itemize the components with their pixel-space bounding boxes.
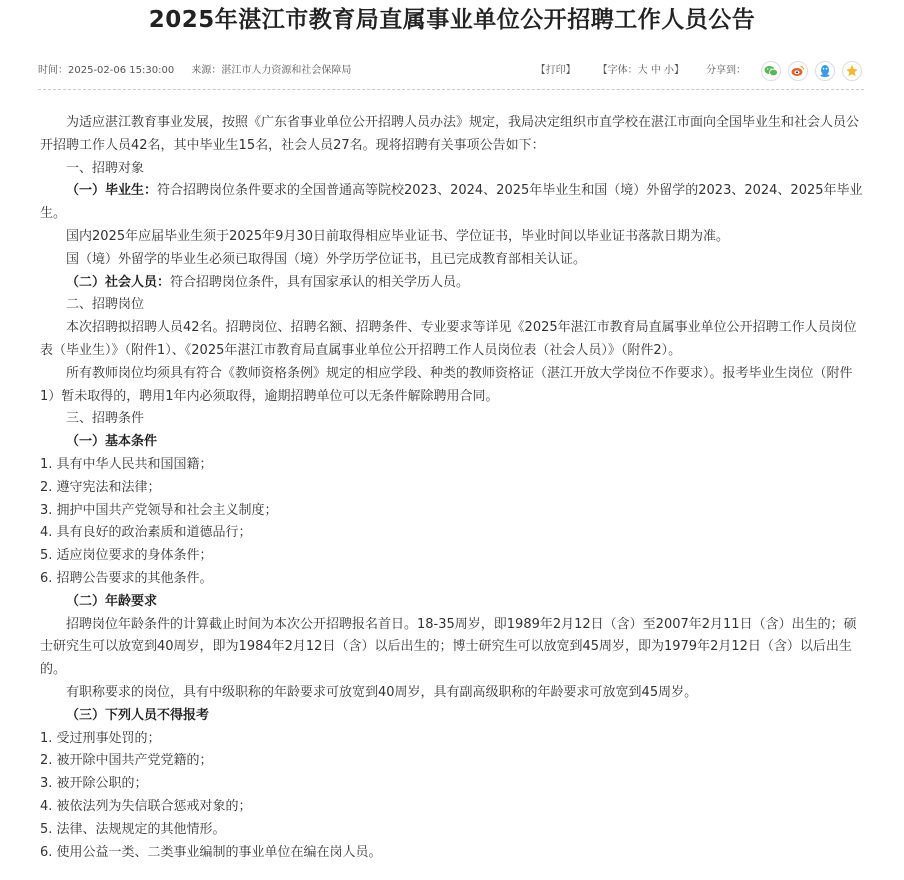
article-meta-bar — [38, 58, 864, 84]
social-paragraph — [40, 272, 866, 295]
article-body — [40, 112, 866, 864]
divider — [38, 89, 864, 90]
title-age-paragraph: 有职称要求的岗位，具有中级职称的年龄要求可放宽到40周岁，具有副高级职称的年龄要求可放宽到45周岁。 — [66, 684, 698, 700]
section-heading-2: 二、招聘岗位 — [66, 297, 145, 313]
font-small-link[interactable]: 小 — [664, 65, 674, 76]
graduates-text: 符合招聘岗位条件要求的全国普通高等院校2023、2024、2025年毕业生和国（境）外留学的2023、2024、2025年毕业生。 — [40, 183, 863, 222]
list-item: 3. 被开除公职的； — [40, 776, 148, 792]
section-heading-1: 一、招聘对象 — [66, 160, 145, 176]
positions-paragraph: 本次招聘拟招聘人员42名。招聘岗位、招聘名额、招聘条件、专业要求等详见《2025年湛江市教育局直属事业单位公开招聘工作人员岗位表（毕业生）》（附件1）、《2025年湛江市教育局直属事业单位公开招聘工作人员岗位表（社会人员）》（附件2）。 — [40, 320, 857, 358]
list-item: 5. 法律、法规规定的其他情形。 — [40, 821, 226, 837]
graduates-paragraph — [40, 180, 866, 226]
meta-tools — [536, 58, 862, 84]
age-paragraph: 招聘岗位年龄条件的计算截止时间为本次公开招聘报名首日。18-35周岁，即1989年2月12日（含）至2007年2月11日（含）出生的；硕士研究生可以放宽到40周岁，即为1984年2月12日（含）以后出生的；博士研究生可以放宽到45周岁，即为1979年2月12日（含）以后出生的。 — [40, 616, 857, 678]
list-item: 6. 使用公益一类、二类事业编制的事业单位在编在岗人员。 — [40, 844, 382, 860]
overseas-paragraph: 国（境）外留学的毕业生必须已取得国（境）外学历学位证书，且已完成教育部相关认证。 — [66, 251, 587, 267]
list-item: 1. 受过刑事处罚的； — [40, 730, 161, 746]
social-label: （二）社会人员： — [66, 274, 171, 290]
font-size-suffix: 】 — [674, 65, 684, 76]
basic-conditions-heading: （一）基本条件 — [66, 434, 158, 450]
list-item: 6. 招聘公告要求的其他条件。 — [40, 570, 213, 586]
graduates-deadline-paragraph: 国内2025年应届毕业生须于2025年9月30日前取得相应毕业证书、学位证书，毕业时间以毕业证书落款日期为准。 — [66, 228, 729, 244]
age-requirements-heading: （二）年龄要求 — [66, 593, 158, 609]
list-item: 2. 被开除中国共产党党籍的； — [40, 753, 213, 769]
publish-time: 时间：2025-02-06 15:30:00 — [38, 65, 175, 76]
page-title: 2025年湛江市教育局直属事业单位公开招聘工作人员公告 — [148, 7, 756, 33]
qq-share-icon[interactable] — [815, 61, 835, 81]
font-large-link[interactable]: 大 — [637, 65, 648, 76]
teacher-cert-paragraph: 所有教师岗位均须具有符合《教师资格条例》规定的相应学段、种类的教师资格证（湛江开放大学岗位不作要求）。报考毕业生岗位（附件1）暂未取得的，聘用1年内必须取得，逾期招聘单位可以无条件解除聘用合同。 — [40, 365, 853, 404]
share-label: 分享到： — [706, 65, 746, 76]
social-text: 符合招聘岗位条件，具有国家承认的相关学历人员。 — [170, 274, 470, 290]
excluded-heading: （三）下列人员不得报考 — [66, 707, 210, 723]
graduates-label: （一）毕业生： — [66, 183, 158, 199]
list-item: 4. 具有良好的政治素质和道德品行； — [40, 525, 252, 541]
font-size-control — [598, 58, 684, 84]
intro-paragraph: 为适应湛江教育事业发展，按照《广东省事业单位公开招聘人员办法》规定，我局决定组织市直学校在湛江市面向全国毕业生和社会人员公开招聘工作人员42名，其中毕业生15名，社会人员27名。现将招聘有关事项公告如下： — [40, 115, 860, 153]
meta-info — [38, 58, 365, 84]
list-item: 5. 适应岗位要求的身体条件； — [40, 548, 213, 564]
print-link[interactable]: 【打印】 — [535, 65, 576, 76]
list-item: 1. 具有中华人民共和国国籍； — [40, 456, 213, 472]
favorite-star-icon[interactable] — [842, 61, 862, 81]
source: 来源：湛江市人力资源和社会保障局 — [191, 65, 352, 76]
font-size-prefix: 【字体： — [597, 65, 638, 76]
font-medium-link[interactable]: 中 — [650, 65, 661, 76]
section-heading-3: 三、招聘条件 — [66, 411, 145, 427]
weibo-share-icon[interactable] — [788, 61, 808, 81]
list-item: 4. 被依法列为失信联合惩戒对象的； — [40, 798, 252, 814]
wechat-share-icon[interactable] — [761, 61, 781, 81]
list-item: 2. 遵守宪法和法律； — [40, 479, 161, 495]
list-item: 3. 拥护中国共产党领导和社会主义制度； — [40, 502, 278, 518]
